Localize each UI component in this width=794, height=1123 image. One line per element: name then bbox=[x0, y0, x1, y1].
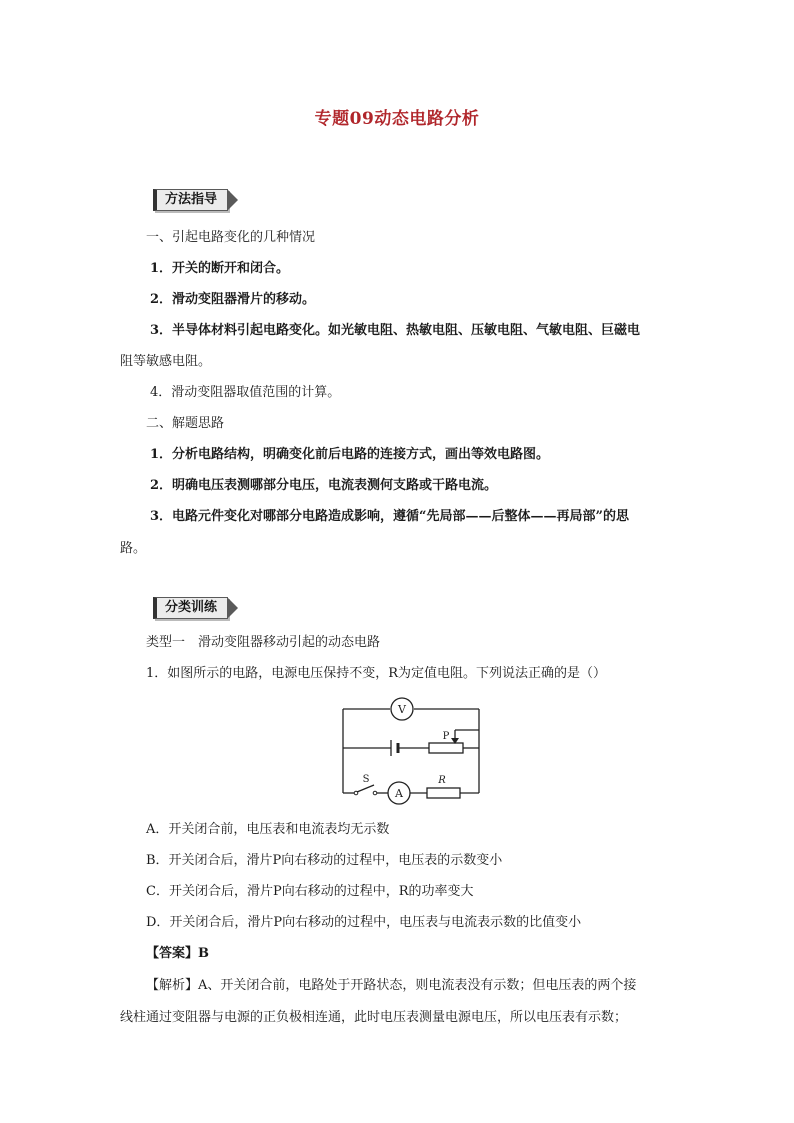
analysis-line: 【解析】A、开关闭合前，电路处于开路状态，则电流表没有示数；但电压表的两个接 bbox=[146, 978, 637, 993]
option-d: D．开关闭合后，滑片P向右移动的过程中，电压表与电流表示数的比值变小 bbox=[146, 915, 582, 930]
text-line: 二、解题思路 bbox=[146, 416, 225, 431]
voltmeter-label: V bbox=[398, 703, 406, 716]
text-line: 4．滑动变阻器取值范围的计算。 bbox=[150, 385, 341, 400]
badge-arrow-icon bbox=[227, 189, 238, 211]
section-badge-label: 分类训练 bbox=[153, 597, 228, 619]
slider-label: P bbox=[442, 731, 450, 742]
option-b: B．开关闭合后，滑片P向右移动的过程中，电压表的示数变小 bbox=[146, 853, 503, 868]
answer-text: 【答案】B bbox=[146, 946, 209, 961]
option-a: A．开关闭合前，电压表和电流表均无示数 bbox=[146, 822, 390, 837]
resistor-label: R bbox=[438, 775, 446, 786]
analysis-line: 线柱通过变阻器与电源的正负极相连通，此时电压表测量电源电压，所以电压表有示数； bbox=[120, 1010, 628, 1025]
text-line: 阻等敏感电阻。 bbox=[120, 354, 212, 369]
text-line: 路。 bbox=[120, 541, 147, 556]
switch-label: S bbox=[362, 774, 370, 785]
section-badge-method bbox=[153, 189, 238, 211]
ammeter-label: A bbox=[395, 787, 403, 800]
section-badge-label: 方法指导 bbox=[153, 189, 228, 211]
text-line: 2．滑动变阻器滑片的移动。 bbox=[150, 292, 316, 307]
text-line: 1．分析电路结构，明确变化前后电路的连接方式，画出等效电路图。 bbox=[150, 447, 550, 462]
text-line: 3．电路元件变化对哪部分电路造成影响，遵循“先局部——后整体——再局部”的思 bbox=[150, 509, 630, 524]
switch-terminal-icon bbox=[354, 791, 358, 795]
text-line: 一、引起电路变化的几种情况 bbox=[146, 230, 316, 245]
text-line: 2．明确电压表测哪部分电压，电流表测何支路或干路电流。 bbox=[150, 478, 498, 493]
battery-icon bbox=[391, 740, 398, 756]
section-badge-training bbox=[153, 597, 238, 619]
switch-terminal-icon bbox=[373, 791, 377, 795]
option-c: C．开关闭合后，滑片P向右移动的过程中，R的功率变大 bbox=[146, 884, 474, 899]
resistor-icon bbox=[427, 788, 460, 798]
text-line: 1．开关的断开和闭合。 bbox=[150, 261, 290, 276]
type-heading: 类型一 滑动变阻器移动引起的动态电路 bbox=[146, 635, 381, 650]
rheostat-icon bbox=[429, 743, 463, 753]
text-line: 3．半导体材料引起电路变化。如光敏电阻、热敏电阻、压敏电阻、气敏电阻、巨磁电 bbox=[150, 323, 641, 338]
badge-arrow-icon bbox=[227, 597, 238, 619]
question-text: 1．如图所示的电路，电源电压保持不变，R为定值电阻。下列说法正确的是（） bbox=[146, 666, 607, 681]
page-title: 专题09动态电路分析 bbox=[314, 109, 480, 129]
circuit-diagram bbox=[330, 690, 500, 805]
